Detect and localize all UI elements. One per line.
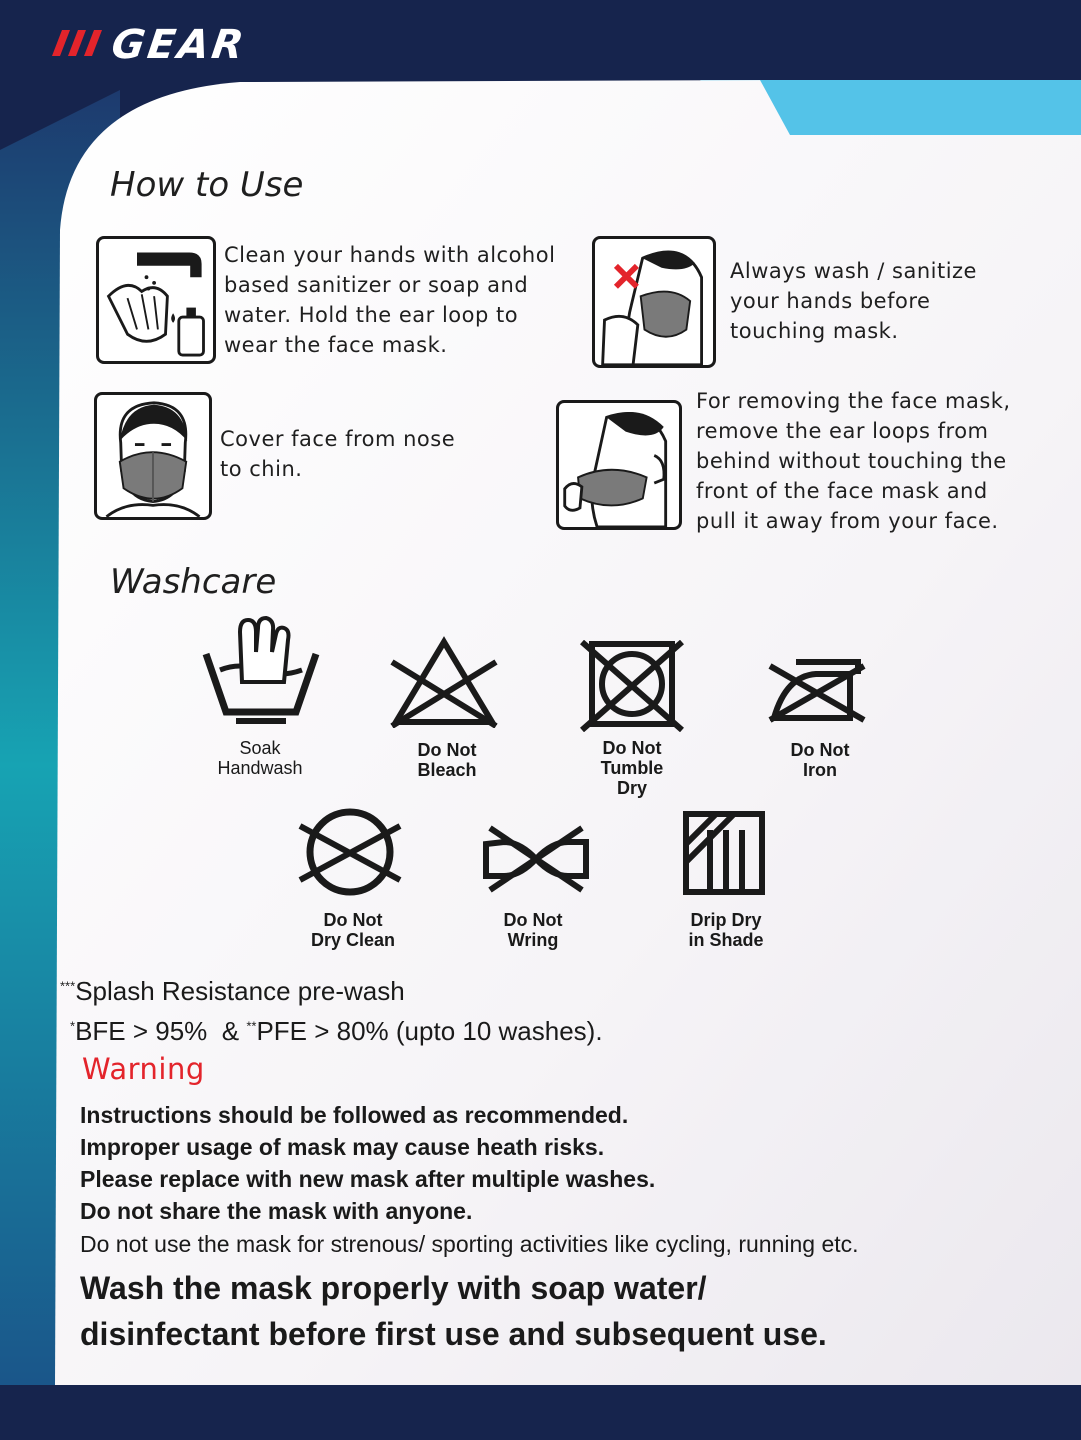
care-label-do-not-iron (750, 740, 890, 780)
care-label-do-not-bleach (377, 740, 517, 780)
footnote-mark: * (70, 1018, 76, 1034)
care-label-line: Do Not (790, 740, 850, 760)
warning-line: Do not use the mask for strenous/ sporting activities like cycling, running etc. (80, 1231, 859, 1257)
care-label-soak-handwash (190, 738, 330, 778)
final-instruction-line: disinfectant before first use and subsequent use. (80, 1316, 827, 1352)
step-4-line: For removing the face mask, (696, 389, 1011, 413)
step-4-line: behind without touching the (696, 449, 1007, 473)
warning-line: Instructions should be followed as recommended. (80, 1102, 629, 1128)
step-3-line: Cover face from nose (220, 427, 456, 451)
care-label-do-not-wring (463, 910, 603, 950)
step-2-text (730, 256, 977, 346)
footnote-mark: *** (60, 978, 76, 994)
do-not-wring-icon (480, 824, 592, 894)
footnote-mark: ** (246, 1018, 257, 1034)
step-1-line: water. Hold the ear loop to (224, 303, 519, 327)
do-not-iron-icon (766, 656, 866, 724)
step-4-text (696, 386, 1011, 536)
step-1-line: wear the face mask. (224, 333, 448, 357)
pfe-text: PFE > 80% (upto 10 washes). (256, 1016, 603, 1046)
do-not-bleach-icon (388, 636, 500, 728)
step-2-line: Always wash / sanitize (730, 259, 977, 283)
brand-logo: GEAR (108, 22, 250, 68)
step-4-line: front of the face mask and (696, 479, 988, 503)
warning-line: Improper usage of mask may cause heath risks. (80, 1134, 605, 1160)
remove-mask-icon (556, 400, 682, 530)
do-not-tumble-dry-icon (580, 640, 684, 732)
step-4-line: remove the ear loops from (696, 419, 989, 443)
care-label-do-not-tumble-dry (562, 738, 702, 798)
bfe-text: BFE > 95% & (75, 1016, 247, 1046)
step-3-line: to chin. (220, 457, 303, 481)
splash-text: Splash Resistance pre-wash (75, 976, 405, 1006)
final-instruction-line: Wash the mask properly with soap water/ (80, 1270, 707, 1306)
washcare-title: Washcare (110, 562, 277, 602)
do-not-dry-clean-icon (298, 806, 402, 898)
care-label-line: Iron (803, 760, 837, 780)
warning-line: Do not share the mask with anyone. (80, 1198, 473, 1224)
care-label-line: Wring (507, 930, 559, 950)
step-4-line: pull it away from your face. (696, 509, 999, 533)
care-label-line: Drip Dry (690, 910, 762, 930)
care-label-line: Bleach (417, 760, 477, 780)
drip-dry-shade-icon (682, 810, 766, 896)
no-touch-mask-icon (592, 236, 716, 368)
step-1-text (224, 240, 555, 360)
care-label-line: in Shade (688, 930, 764, 950)
care-label-line: Handwash (217, 758, 303, 778)
care-label-line: Dry Clean (310, 930, 396, 950)
step-2-line: touching mask. (730, 319, 899, 343)
care-label-line: Soak (239, 738, 281, 758)
step-2-line: your hands before (730, 289, 931, 313)
step-1-line: Clean your hands with alcohol (224, 243, 556, 267)
step-3-text (220, 424, 455, 484)
care-label-line: Do Not (503, 910, 563, 930)
brand-stripes-icon (52, 30, 110, 56)
care-label-drip-dry-shade (656, 910, 796, 950)
filtration-note (70, 1016, 603, 1047)
warning-title: Warning (82, 1052, 205, 1086)
care-label-line: Do Not (602, 738, 662, 758)
care-label-do-not-dry-clean (283, 910, 423, 950)
care-label-line: Do Not (417, 740, 477, 760)
care-label-line: Do Not (323, 910, 383, 930)
hand-wash-icon (96, 236, 216, 364)
wear-mask-icon (94, 392, 212, 520)
how-to-use-title: How to Use (110, 165, 304, 205)
splash-resistance-note (60, 976, 405, 1007)
step-1-line: based sanitizer or soap and (224, 273, 529, 297)
hand-wash-tub-icon (200, 612, 322, 726)
warning-line: Please replace with new mask after multiple washes. (80, 1166, 656, 1192)
care-label-line: Dry (616, 778, 647, 798)
care-label-line: Tumble (600, 758, 664, 778)
